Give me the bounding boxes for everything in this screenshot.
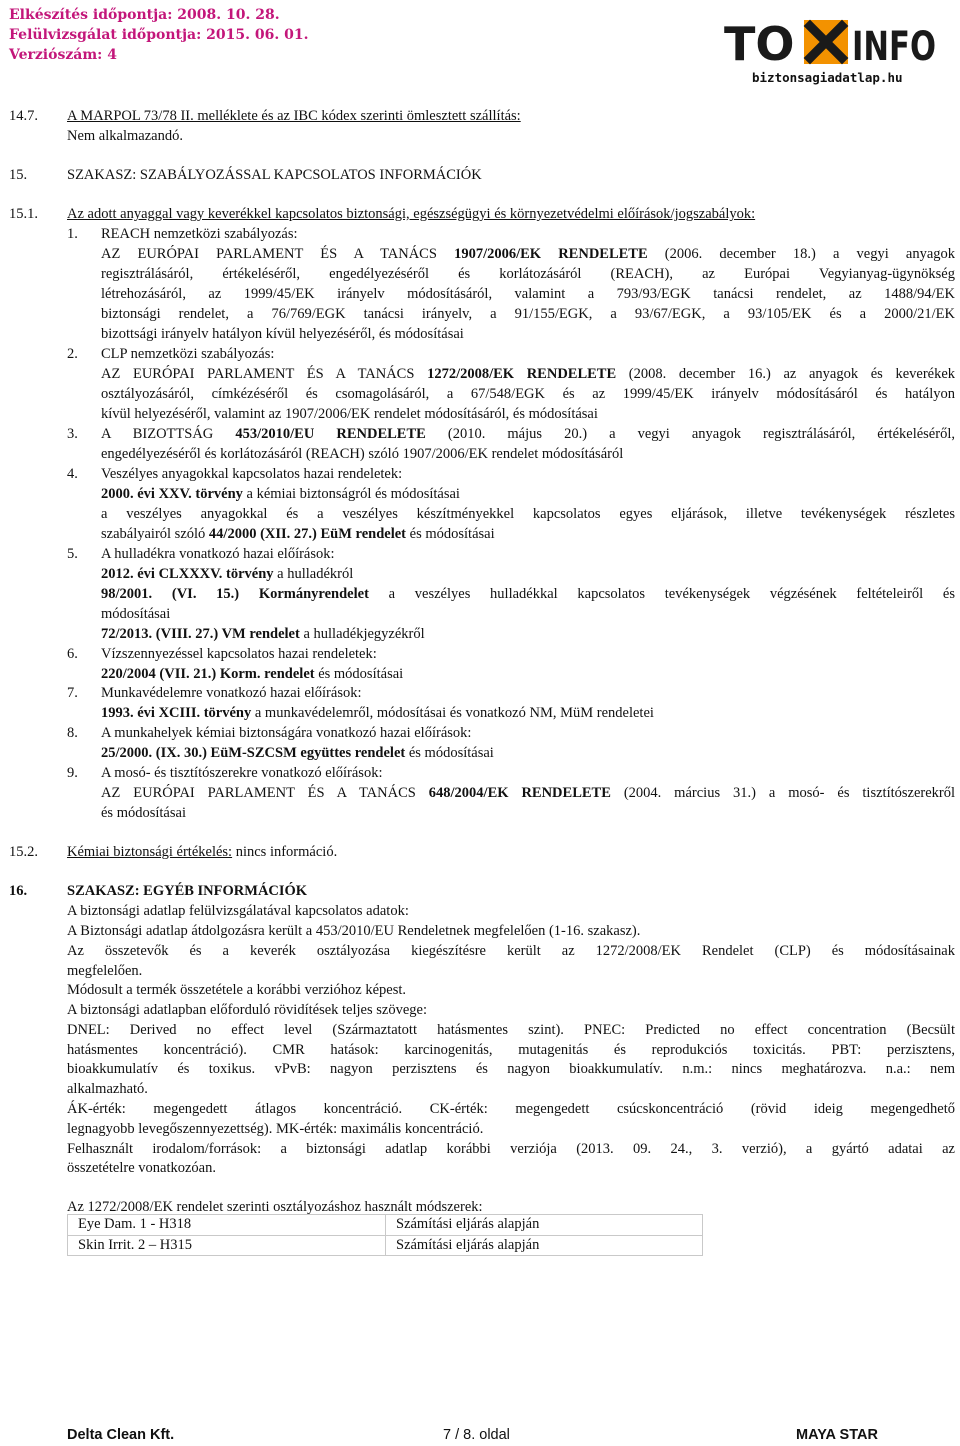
toxinfo-logo [724,17,938,71]
document-header-info [9,5,308,65]
classification-method-table [67,1214,703,1256]
info-line: Az összetevők és a keverék osztályozása kiegészítésre került az 1272/2008/EK Rendelet (CLP) és módosításainak [67,943,955,959]
info-line: A Biztonsági adatlap átdolgozásra került a 453/2010/EU Rendeletnek megfelelően (1-16. szakasz). [67,923,641,939]
list-item-line: bizottsági irányelv hatályon kívül helyezéséről, és módosításai [101,326,464,342]
list-item-line: 1993. évi XCIII. törvény a munkavédelemről, módosításai és vonatkozó NM, MüM rendeletei [101,705,654,721]
info-line: A biztonsági adatlapban előforduló rövidítések teljes szövege: [67,1002,427,1018]
info-line: megfelelően. [67,963,143,979]
version-number: Verziószám: 4 [9,47,117,63]
list-number: 5. [67,546,78,562]
list-item-line: a veszélyes anyagokkal és a veszélyes készítményekkel kapcsolatos egyes eljárások, illetve tevékenységek részletes [101,506,955,522]
section-14-7-value: Nem alkalmazandó. [67,128,183,144]
footer-product: MAYA STAR [796,1427,878,1443]
list-item-line: kívül helyezéséről, valamint az 1907/2006/EK rendelet módosításáról, és módosításai [101,406,598,422]
section-15-2-line [67,843,955,863]
list-item-line: regisztrálásáról, értékeléséről, engedélyezéséről és korlátozásáról (REACH), az Európai Vegyianyag-ügynökség [101,266,955,282]
list-item-heading: REACH nemzetközi szabályozás: [101,226,298,242]
list-number: 9. [67,765,78,781]
list-item-line: szabályairól szóló 44/2000 (XII. 27.) EüM rendelet és módosításai [101,526,495,542]
list-item-line: 2000. évi XXV. törvény a kémiai biztonságról és módosításai [101,486,460,502]
list-item-line: módosításai [101,606,171,622]
logo-text-right: INFO [852,24,936,70]
section-14-7-title: A MARPOL 73/78 II. melléklete és az IBC kódex szerinti ömlesztett szállítás: [67,108,521,124]
list-item-line: 2012. évi CLXXXV. törvény a hulladékról [101,566,354,582]
section-15-title: SZAKASZ: SZABÁLYOZÁSSAL KAPCSOLATOS INFORMÁCIÓK [67,167,482,183]
section-15-1-title: Az adott anyaggal vagy keverékkel kapcsolatos biztonsági, egészségügyi és környezetvédelmi előírások/jogszabályok: [67,206,756,222]
info-line: DNEL: Derived no effect level (Származtatott hatásmentes szint). PNEC: Predicted no effect concentration (Becsült [67,1022,955,1038]
list-item-heading: A munkahelyek kémiai biztonságára vonatkozó hazai előírások: [101,725,472,741]
list-number: 7. [67,685,78,701]
info-line: Felhasznált irodalom/források: a biztonsági adatlap korábbi verziója (2013. 09. 24., 3. verzió), a gyártó adatai az [67,1141,955,1157]
section-15-2-title: Kémiai biztonsági értékelés: [67,844,233,860]
section-number-16: 16. [9,883,28,899]
logo-text-left: TO [724,17,795,71]
list-item-line: 98/2001. (VI. 15.) Kormányrendelet a veszélyes hulladékkal kapcsolatos tevékenységek végzésének feltételeiről és [101,586,956,602]
list-item-line: 220/2004 (VII. 21.) Korm. rendelet és módosításai [101,666,404,682]
created-date: Elkészítés időpontja: 2008. 10. 28. [9,7,280,23]
info-line: hatásmentes koncentráció). CMR hatások: karcinogenitás, mutagenitás és reprodukciós toxicitás. PBT: perzisztens, [67,1042,955,1058]
revised-date: Felülvizsgálat időpontja: 2015. 06. 01. [9,27,309,43]
list-number: 1. [67,226,78,242]
list-item-heading: A hulladékra vonatkozó hazai előírások: [101,546,335,562]
table-cell: Eye Dam. 1 - H318 [68,1215,386,1236]
table-row [68,1235,703,1256]
list-item-line: 25/2000. (IX. 30.) EüM-SZCSM együttes rendelet és módosításai [101,745,494,761]
list-item-heading: Munkavédelemre vonatkozó hazai előírások: [101,685,362,701]
list-item-line: A BIZOTTSÁG 453/2010/EU RENDELETE (2010. május 20.) a vegyi anyagok regisztrálásáról, értékeléséről, [101,426,955,442]
section-15-2-value: nincs információ. [235,844,338,860]
info-line: ÁK-érték: megengedett átlagos koncentráció. CK-érték: megengedett csúcskoncentráció (rövid ideig megengedhető [67,1101,955,1117]
logo-website: biztonsagiadatlap.hu [752,70,903,85]
info-line: alkalmazható. [67,1081,148,1097]
list-item-line: létrehozásáról, az 1999/45/EK irányelv módosításáról, valamint a 793/93/EGK tanácsi rendelet, az 1488/94/EK [101,286,955,302]
list-item-line: biztonsági rendelet, a 76/769/EGK tanácsi irányelv, a 91/155/EGK, a 93/67/EGK, a 93/105/EK és a 2000/21/EK [101,306,955,322]
list-item-heading: Vízszennyezéssel kapcsolatos hazai rendeletek: [101,646,377,662]
table-row [68,1215,703,1236]
section-number-14-7: 14.7. [9,108,38,124]
list-number: 3. [67,426,78,442]
table-cell: Számítási eljárás alapján [386,1235,703,1256]
list-number: 2. [67,346,78,362]
table-cell: Számítási eljárás alapján [386,1215,703,1236]
list-item-line: osztályozásáról, címkézéséről és csomagolásáról, a 67/548/EGK és az 1999/45/EK irányelv módosításáról és hatályon [101,386,955,402]
info-line: bioakkumulatív és toxikus. vPvB: nagyon perzisztens és nagyon bioakkumulatív. n.m.: nincs meghatározva. n.a.: nem [67,1061,955,1077]
info-line: legnagyobb levegőszennyezettség). MK-érték: maximális koncentráció. [67,1121,484,1137]
list-item-heading: Veszélyes anyagokkal kapcsolatos hazai rendeletek: [101,466,403,482]
section-number-15-2: 15.2. [9,844,38,860]
classification-table-intro: Az 1272/2008/EK rendelet szerinti osztályozáshoz használt módszerek: [67,1199,483,1215]
list-number: 8. [67,725,78,741]
list-number: 4. [67,466,78,482]
section-number-15-1: 15.1. [9,206,38,222]
list-item-line: 72/2013. (VIII. 27.) VM rendelet a hulladékjegyzékről [101,626,425,642]
info-line: A biztonsági adatlap felülvizsgálatával kapcsolatos adatok: [67,903,409,919]
section-number-15: 15. [9,167,28,183]
info-line: Módosult a termék összetétele a korábbi verzióhoz képest. [67,982,407,998]
list-item-heading: CLP nemzetközi szabályozás: [101,346,275,362]
list-item-line: és módosításai [101,805,186,821]
footer-page-number: 7 / 8. oldal [443,1427,510,1443]
list-number: 6. [67,646,78,662]
list-item-line: AZ EURÓPAI PARLAMENT ÉS A TANÁCS 1907/2006/EK RENDELETE (2006. december 18.) a vegyi anyagok [101,246,956,262]
list-item-heading: A mosó- és tisztítószerekre vonatkozó előírások: [101,765,383,781]
list-item-line: AZ EURÓPAI PARLAMENT ÉS A TANÁCS 648/2004/EK RENDELETE (2004. március 31.) a mosó- és tisztítószerekről [101,785,956,801]
table-cell: Skin Irrit. 2 – H315 [68,1235,386,1256]
list-item-line: AZ EURÓPAI PARLAMENT ÉS A TANÁCS 1272/2008/EK RENDELETE (2008. december 16.) az anyagok és keverékek [101,366,956,382]
footer-company: Delta Clean Kft. [67,1427,175,1443]
section-16-title: SZAKASZ: EGYÉB INFORMÁCIÓK [67,883,308,899]
list-item-line: engedélyezéséről és korlátozásáról (REACH) szóló 1907/2006/EK rendelet módosításáról [101,446,624,462]
info-line: összetételre vonatkozóan. [67,1160,216,1176]
